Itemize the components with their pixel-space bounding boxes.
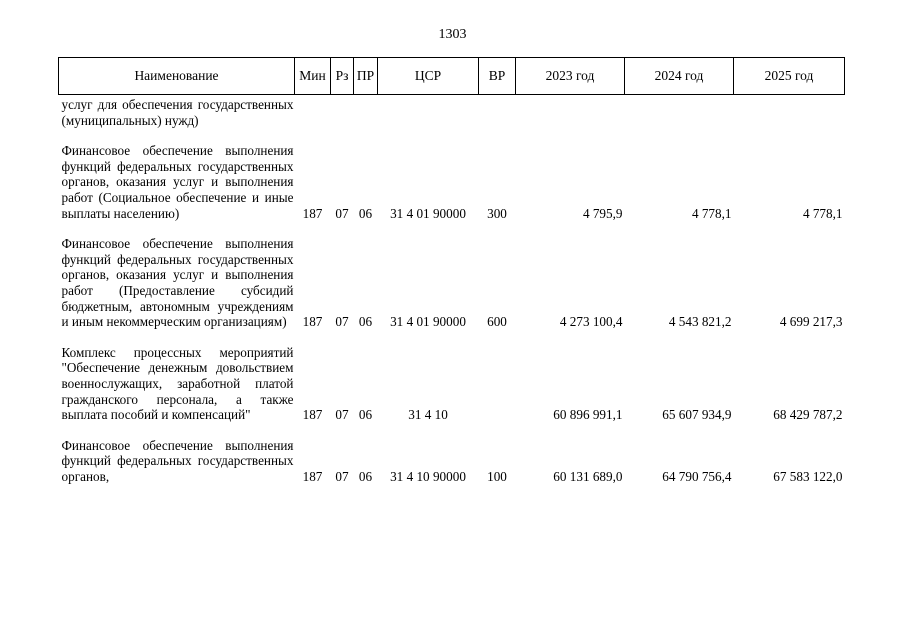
header-csr: ЦСР [378, 58, 479, 95]
row-csr: 31 4 10 [408, 407, 448, 423]
row-2024: 64 790 756,4 [662, 468, 732, 484]
row-min [295, 95, 331, 129]
row-min: 187 [302, 205, 323, 221]
header-name: Наименование [59, 58, 295, 95]
row-pr: 06 [358, 407, 373, 423]
row-2024: 65 607 934,9 [662, 407, 732, 423]
row-spacer [59, 330, 845, 345]
row-min: 187 [302, 314, 323, 330]
row-csr: 31 4 10 90000 [390, 468, 466, 484]
row-min: 187 [302, 468, 323, 484]
row-2023 [516, 95, 625, 129]
header-2023: 2023 год [516, 58, 625, 95]
row-2025: 4 778,1 [802, 205, 843, 221]
header-2024: 2024 год [625, 58, 734, 95]
header-rz: Рз [331, 58, 354, 95]
row-vr: 300 [487, 205, 507, 221]
row-spacer [59, 423, 845, 438]
row-2023: 4 795,9 [582, 205, 623, 221]
row-vr: 100 [487, 468, 507, 484]
table-header [59, 58, 845, 95]
row-2024 [625, 95, 734, 129]
row-min: 187 [302, 407, 323, 423]
table-row [59, 95, 845, 129]
table-row [59, 438, 845, 485]
table-row [59, 143, 845, 221]
row-2023: 4 273 100,4 [559, 314, 623, 330]
row-2024: 4 543 821,2 [668, 314, 732, 330]
row-2023: 60 131 689,0 [553, 468, 623, 484]
row-name: Финансовое обеспечение выполнения функций федеральных государственных органов, оказания услуг и выполнения работ (Предоставление субсидий бюджетным, автономным учреждениям и иным некоммерческим организациям) [61, 236, 294, 330]
row-2025: 67 583 122,0 [773, 468, 843, 484]
row-pr: 06 [358, 314, 373, 330]
row-2025: 4 699 217,3 [779, 314, 843, 330]
budget-table [58, 57, 845, 484]
row-pr: 06 [358, 205, 373, 221]
row-rz: 07 [335, 468, 349, 484]
row-spacer [59, 128, 845, 143]
row-2025 [734, 95, 845, 129]
row-rz: 07 [335, 314, 349, 330]
header-2025: 2025 год [734, 58, 845, 95]
table-row [59, 236, 845, 330]
row-name: Финансовое обеспечение выполнения функций федеральных государственных органов, оказания услуг и выполнения работ (Социальное обеспечение и иные выплаты населению) [61, 143, 294, 221]
header-row [59, 58, 845, 95]
header-min: Мин [295, 58, 331, 95]
row-csr: 31 4 01 90000 [390, 205, 466, 221]
table-row [59, 345, 845, 423]
header-pr: ПР [354, 58, 378, 95]
row-rz: 07 [335, 407, 349, 423]
row-name: услуг для обеспечения государственных (муниципальных) нужд) [61, 97, 294, 128]
row-name: Комплекс процессных мероприятий "Обеспечение денежным довольствием военнослужащих, заработной платой гражданского персонала, а также выплата пособий и компенсаций" [61, 344, 294, 423]
row-rz [331, 95, 354, 129]
row-vr: 600 [487, 314, 507, 330]
row-rz: 07 [335, 205, 349, 221]
row-2024: 4 778,1 [691, 205, 732, 221]
header-vr: ВР [479, 58, 516, 95]
row-2023: 60 896 991,1 [553, 407, 623, 423]
row-name: Финансовое обеспечение выполнения функций федеральных государственных органов, [61, 437, 294, 484]
row-spacer [59, 221, 845, 236]
row-pr [354, 95, 378, 129]
row-2025: 68 429 787,2 [773, 407, 843, 423]
table-body [59, 95, 845, 485]
row-vr [479, 95, 516, 129]
row-csr [378, 95, 479, 129]
row-pr: 06 [358, 468, 373, 484]
row-vr [479, 345, 516, 423]
page-number: 1303 [438, 27, 467, 42]
row-csr: 31 4 01 90000 [390, 314, 466, 330]
